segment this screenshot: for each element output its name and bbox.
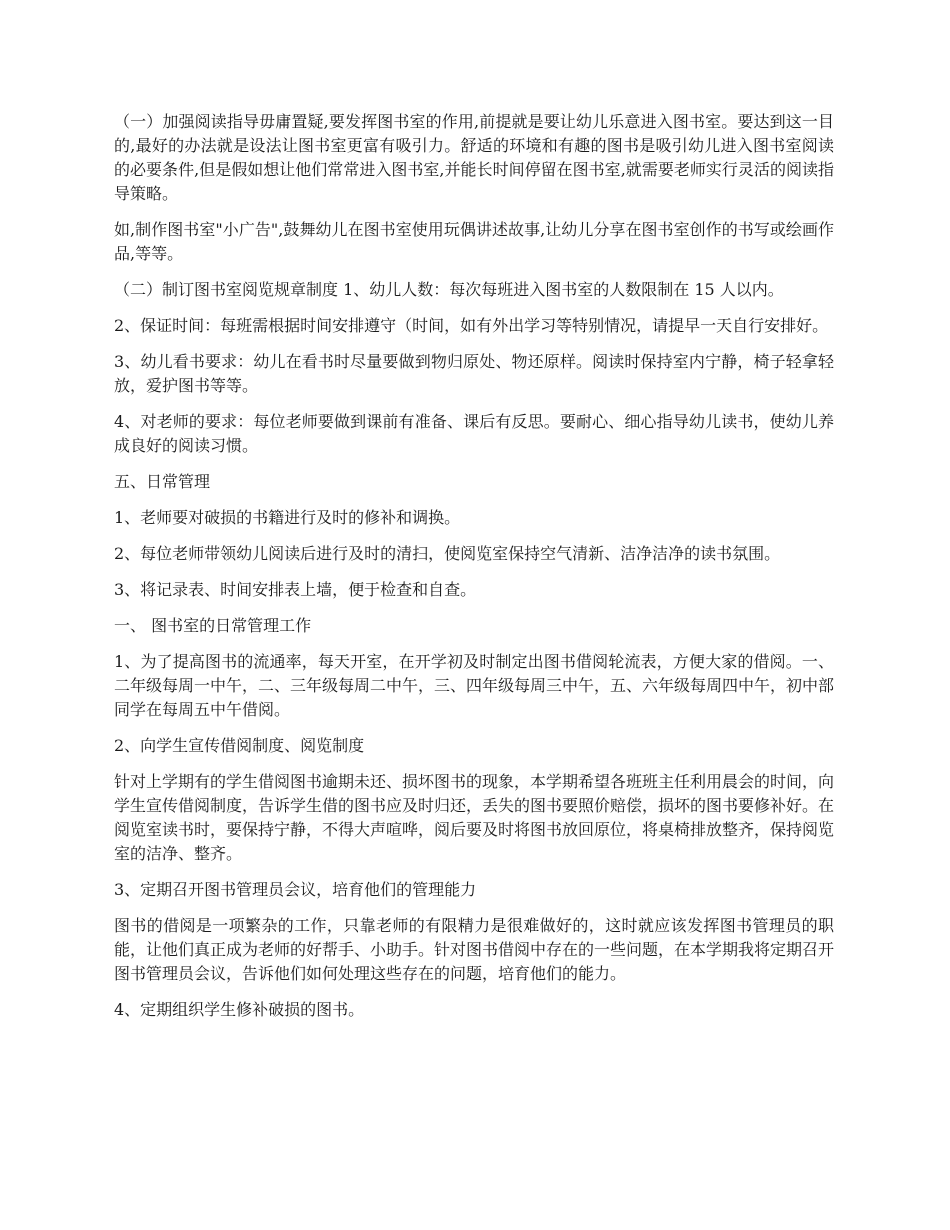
paragraph-reading-requirements: 3、幼儿看书要求：幼儿在看书时尽量要做到物归原处、物还原样。阅读时保持室内宁静，椅子轻拿轻放，爱护图书等等。: [114, 352, 834, 395]
heading-library-daily-work: 一、 图书室的日常管理工作: [114, 616, 312, 635]
paragraph-cleaning: 2、每位老师带领幼儿阅读后进行及时的清扫，使阅览室保持空气清新、洁净洁净的读书氛围。: [114, 544, 781, 563]
heading-librarian-meetings: 3、定期召开图书管理员会议，培育他们的管理能力: [114, 880, 477, 899]
paragraph-examples: 如,制作图书室"小广告",鼓舞幼儿在图书室使用玩偶讲述故事,让幼儿分享在图书室创作的书写或绘画作品,等等。: [114, 220, 834, 263]
paragraph-book-repair-organize: 4、定期组织学生修补破损的图书。: [114, 1000, 365, 1019]
paragraph-circulation-schedule: 1、为了提高图书的流通率，每天开室，在开学初及时制定出图书借阅轮流表，方便大家的借阅。一、二年级每周一中午，二、三年级每周二中午，三、四年级每周三中午，五、六年级每周四中午，初中部同学在每周五中午借阅。: [114, 652, 835, 719]
paragraph-schedule-wall: 3、将记录表、时间安排表上墙，便于检查和自查。: [114, 580, 477, 599]
heading-promote-rules: 2、向学生宣传借阅制度、阅览制度: [114, 736, 365, 755]
paragraph-rules-headcount: （二）制订图书室阅览规章制度 1、幼儿人数：每次每班进入图书室的人数限制在 15 人以内。: [114, 280, 784, 299]
paragraph-book-repair: 1、老师要对破损的书籍进行及时的修补和调换。: [114, 508, 461, 527]
paragraph-librarian-meetings: 图书的借阅是一项繁杂的工作，只靠老师的有限精力是很难做好的，这时就应该发挥图书管理员的职能，让他们真正成为老师的好帮手、小助手。针对图书借阅中存在的一些问题，在本学期我将定期召开图书管理员会议，告诉他们如何处理这些存在的问题，培育他们的能力。: [114, 916, 835, 983]
paragraph-time-guarantee: 2、保证时间：每班需根据时间安排遵守（时间，如有外出学习等特别情况，请提早一天自行安排好。: [114, 316, 829, 335]
document-body: [114, 110, 834, 1034]
heading-daily-management: 五、日常管理: [114, 472, 211, 491]
paragraph-teacher-requirements: 4、对老师的要求：每位老师要做到课前有准备、课后有反思。要耐心、细心指导幼儿读书，使幼儿养成良好的阅读习惯。: [114, 412, 834, 455]
paragraph-reading-guidance: （一）加强阅读指导毋庸置疑,要发挥图书室的作用,前提就是要让幼儿乐意进入图书室。要达到这一目的,最好的办法就是设法让图书室更富有吸引力。舒适的环境和有趣的图书是吸引幼儿进入图书室阅读的必要条件,但是假如想让他们常常进入图书室,并能长时间停留在图书室,就需要老师实行灵活的阅读指导策略。: [114, 112, 834, 203]
paragraph-promote-rules: 针对上学期有的学生借阅图书逾期未还、损坏图书的现象，本学期希望各班班主任利用晨会的时间，向学生宣传借阅制度，告诉学生借的图书应及时归还，丢失的图书要照价赔偿，损坏的图书要修补好。在阅览室读书时，要保持宁静，不得大声喧哗，阅后要及时将图书放回原位，将桌椅排放整齐，保持阅览室的洁净、整齐。: [114, 772, 835, 863]
